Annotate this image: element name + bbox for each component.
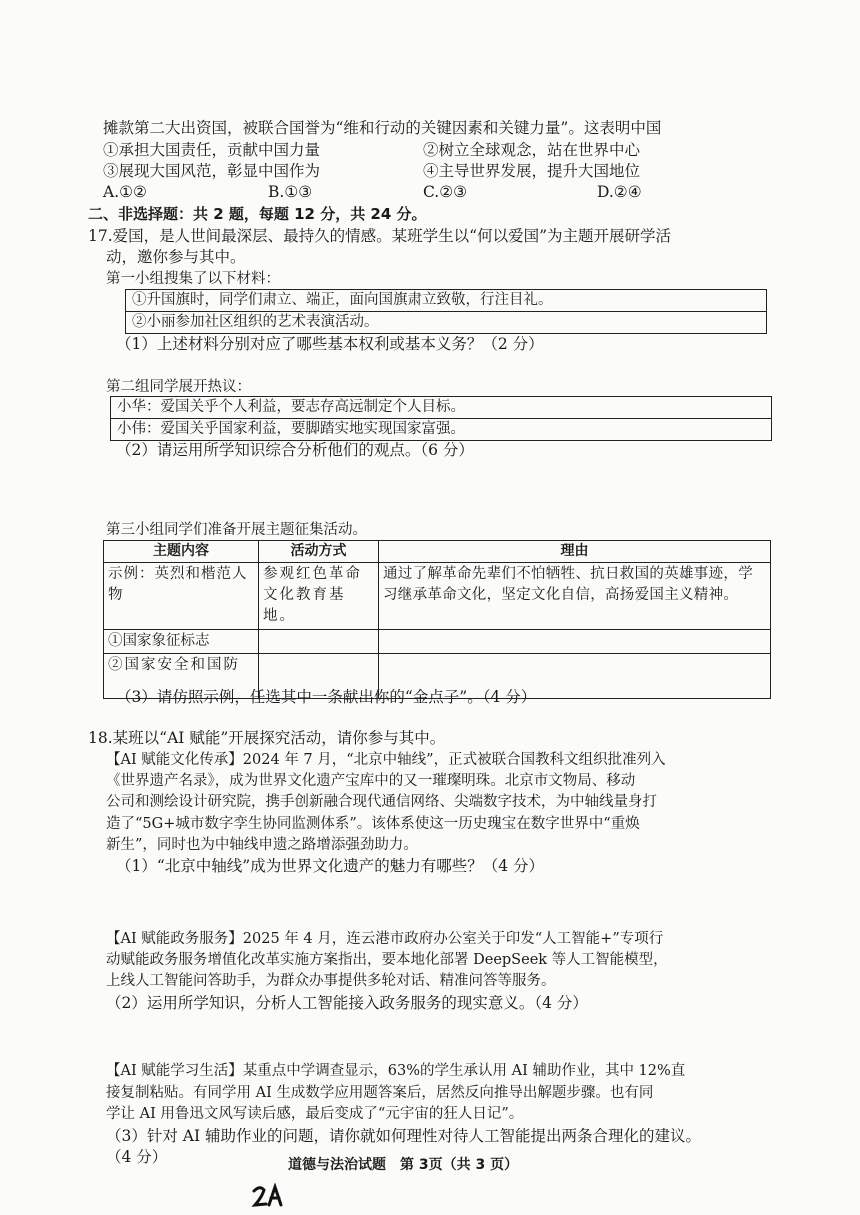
q18-p1-line3: 公司和测绘设计研究院，携手创新融合现代通信网络、尖端数字技术，为中轴线量身打 xyxy=(106,794,657,810)
q17-stem-line1: 17.爱国，是人世间最深层、最持久的情感。某班学生以“何以爱国”为主题开展研学活 xyxy=(88,227,672,245)
q16-option-2: ②树立全球观念，站在世界中心 xyxy=(423,141,641,159)
q17-material-1: ①升国旗时，同学们肃立、端正，面向国旗肃立致敬，行注目礼。 xyxy=(132,292,553,308)
example-theme-cell: 示例：英烈和楷范人物 xyxy=(104,563,259,630)
q17-group1-intro: 第一小组搜集了以下材料： xyxy=(106,271,280,287)
q18-subquestion-1: （1）“北京中轴线”成为世界文化遗产的魅力有哪些？（4 分） xyxy=(116,857,545,875)
q17-subquestion-2: （2）请运用所学知识综合分析他们的观点。（6 分） xyxy=(116,441,474,459)
q17-group3-intro: 第三小组同学们准备开展主题征集活动。 xyxy=(106,522,367,538)
header-activity: 活动方式 xyxy=(259,541,379,563)
table-row xyxy=(104,630,771,654)
q18-p3-line3: 学让 AI 用鲁迅文风写读后感，最后变成了“元宇宙的狂人日记”。 xyxy=(106,1106,524,1122)
q17-stem-line2: 动，邀你参与其中。 xyxy=(106,248,246,266)
q18-p1-line5: 新生”，同时也为中轴线申遗之路增添强劲助力。 xyxy=(106,837,418,853)
header-reason: 理由 xyxy=(379,541,771,563)
q18-p1-line1: 【AI 赋能文化传承】2024 年 7 月，“北京中轴线”，正式被联合国教科文组织批准列入 xyxy=(106,752,666,768)
q18-p1-line2: 《世界遗产名录》，成为世界文化遗产宝库中的又一璀璨明珠。北京市文物局、移动 xyxy=(106,773,636,789)
q18-stem: 18.某班以“AI 赋能”开展探究活动，请你参与其中。 xyxy=(88,729,446,747)
theme-table xyxy=(103,540,771,699)
q16-stem-tail: 摊款第二大出资国，被联合国誉为“维和行动的关键因素和关键力量”。这表明中国 xyxy=(103,119,662,137)
q18-subquestion-3-line2: （4 分） xyxy=(106,1148,168,1166)
q17-view-xiaohua: 小华：爱国关乎个人利益，要志存高远制定个人目标。 xyxy=(117,399,465,415)
q17-material-2: ②小丽参加社区组织的艺术表演活动。 xyxy=(126,311,766,333)
q16-option-3: ③展现大国风范，彰显中国作为 xyxy=(103,162,321,180)
q18-p1-line4: 造了“5G+城市数字孪生协同监测体系”。该体系使这一历史瑰宝在数字世界中“重焕 xyxy=(106,816,640,832)
row2-theme-cell: ①国家象征标志 xyxy=(104,630,259,654)
q17-subquestion-3: （3）请仿照示例，任选其中一条献出你的“金点子”。（4 分） xyxy=(116,688,537,706)
handwriting-mark-icon xyxy=(250,1183,290,1209)
row2-reason-cell xyxy=(379,630,771,654)
q18-subquestion-2: （2）运用所学知识，分析人工智能接入政务服务的现实意义。（4 分） xyxy=(106,994,588,1012)
q18-p3-line2: 接复制粘贴。有同学用 AI 生成数学应用题答案后，居然反向推导出解题步骤。也有同 xyxy=(106,1085,654,1101)
q18-p3-line1: 【AI 赋能学习生活】某重点中学调查显示，63%的学生承认用 AI 辅助作业，其中 12%直 xyxy=(106,1063,686,1079)
row3-theme-cell: ②国家安全和国防 xyxy=(104,654,259,699)
q18-p2-line1: 【AI 赋能政务服务】2025 年 4 月，连云港市政府办公室关于印发“人工智能+”专项行 xyxy=(106,931,664,947)
q18-p2-line3: 上线人工智能问答助手，为群众办事提供多轮对话、精准问答等服务。 xyxy=(106,973,556,989)
q17-view-xiaowei: 小伟：爱国关乎国家利益，要脚踏实地实现国家富强。 xyxy=(111,418,771,440)
example-activity-cell: 参观红色革命文化教育基地。 xyxy=(259,563,379,630)
table-row xyxy=(104,563,771,630)
q16-option-1: ①承担大国责任，贡献中国力量 xyxy=(103,141,321,159)
q16-choice-d: D.②④ xyxy=(597,183,642,201)
q16-option-4: ④主导世界发展，提升大国地位 xyxy=(423,162,641,180)
section-heading: 二、非选择题：共 2 题，每题 12 分，共 24 分。 xyxy=(88,205,427,223)
q17-views-box xyxy=(110,396,772,441)
q18-p2-line2: 动赋能政务服务增值化改革实施方案指出，要本地化部署 DeepSeek 等人工智能模型， xyxy=(106,952,668,968)
q17-subquestion-1: （1）上述材料分别对应了哪些基本权利或基本义务？（2 分） xyxy=(116,335,544,353)
page-footer: 道德与法治试题 第 3页（共 3 页） xyxy=(288,1157,519,1173)
q16-choice-c: C.②③ xyxy=(423,183,468,201)
q18-subquestion-3-line1: （3）针对 AI 辅助作业的问题，请你就如何理性对待人工智能提出两条合理化的建议。 xyxy=(106,1127,702,1145)
q17-group2-intro: 第二组同学展开热议： xyxy=(106,379,251,395)
theme-table-header xyxy=(104,541,771,563)
row2-activity-cell xyxy=(259,630,379,654)
header-theme: 主题内容 xyxy=(104,541,259,563)
q17-material-box xyxy=(125,289,767,334)
q16-choice-a: A.①② xyxy=(103,183,147,201)
q16-choice-b: B.①③ xyxy=(268,183,313,201)
example-reason-cell: 通过了解革命先辈们不怕牺牲、抗日救国的英雄事迹，学习继承革命文化，坚定文化自信，高扬爱国主义精神。 xyxy=(379,563,771,630)
